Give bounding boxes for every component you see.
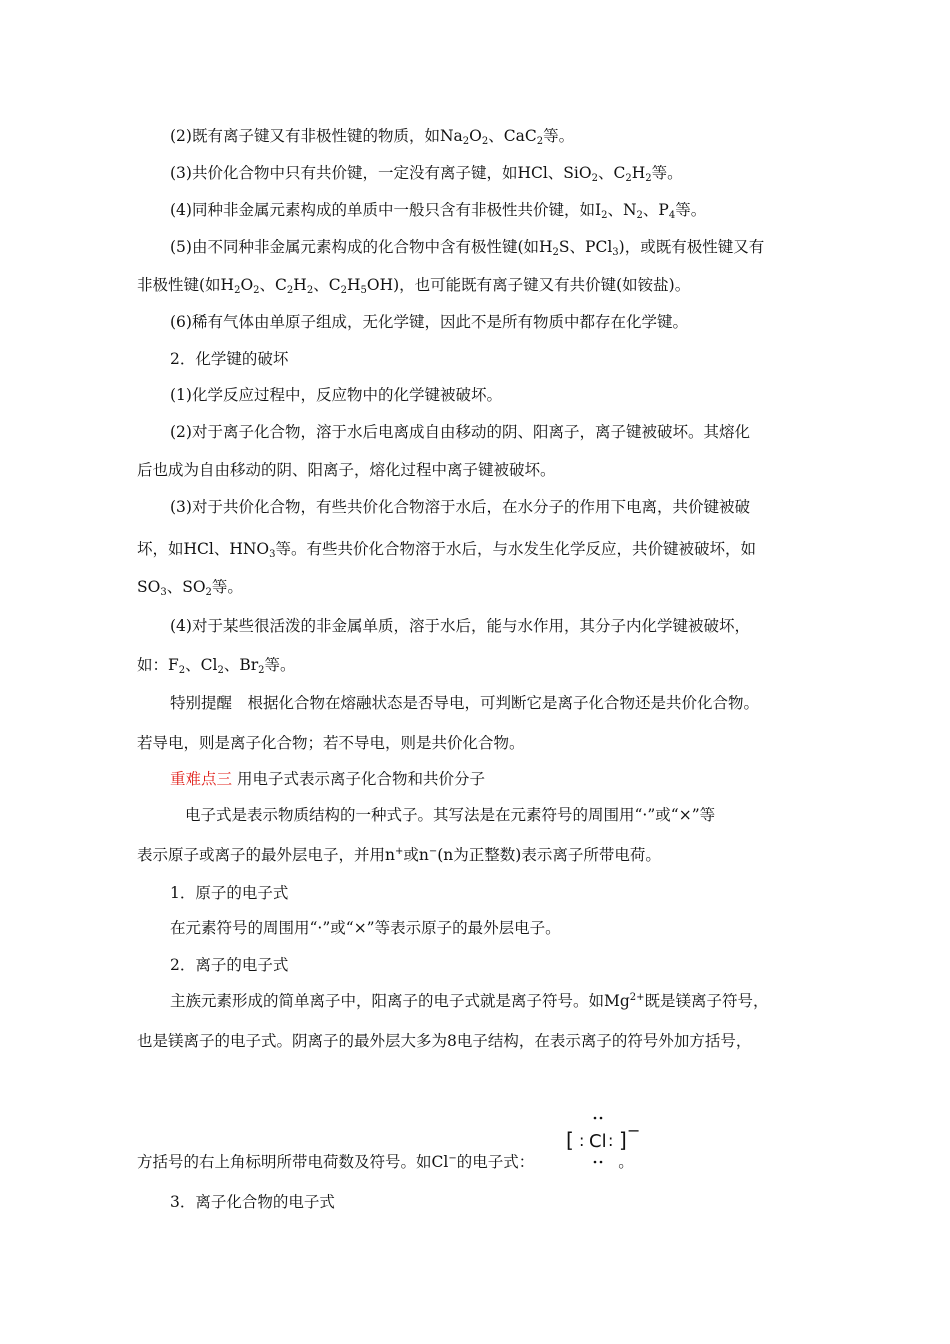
electron-dot (600, 1117, 603, 1120)
paragraph-line: (2)既有离子键又有非极性键的物质，如$Na_2O_2$、CaC$_2$等。 (170, 127, 575, 147)
section-heading: 3．离子化合物的电子式 (170, 1193, 335, 1211)
paragraph-line: (1)化学反应过程中，反应物中的化学键被破坏。 (170, 386, 502, 404)
paragraph-line: 在元素符号的周围用“·”或“×”等表示原子的最外层电子。 (170, 919, 561, 937)
bracket-open: [ (566, 1128, 574, 1152)
paragraph-line: 坏，如HCl、$HNO_3$等。有些共价化合物溶于水后，与水发生化学反应，共价键被破坏，如 (137, 540, 757, 560)
section-heading: 1．原子的电子式 (170, 884, 289, 902)
paragraph-line: 表示原子或离子的最外层电子，并用n+或n−(n为正整数)表示离子所带电荷。 (137, 846, 661, 864)
bracket-close: ] (619, 1128, 627, 1152)
paragraph-line: 非极性键(如$H_2O_2$、$C_2H_2$、$C_2H_5OH$)，也可能既有离子键又有共价键(如铵盐)。 (137, 276, 691, 296)
paragraph-line: $SO_3$、$SO_2$等。 (137, 578, 243, 598)
ion-charge: − (627, 1121, 641, 1140)
section-heading: 2．化学键的破坏 (170, 350, 289, 368)
electron-dot (594, 1117, 597, 1120)
paragraph-line: (3)共价化合物中只有共价键，一定没有离子键，如HCl、SiO$_2$、$C_2H_2$等。 (170, 164, 683, 184)
tip-paragraph: 特别提醒 根据化合物在熔融状态是否导电，可判断它是离子化合物还是共价化合物。 (170, 694, 760, 712)
section-heading: 2．离子的电子式 (170, 956, 289, 974)
paragraph-line: 主族元素形成的简单离子中，阳离子的电子式就是离子符号。如$Mg^{2+}$既是镁离子符号， (170, 992, 769, 1010)
paragraph-line: (3)对于共价化合物，有些共价化合物溶于水后，在水分子的作用下电离，共价键被破 (170, 498, 750, 516)
key-point-heading: 重难点三 用电子式表示离子化合物和共价分子 (170, 770, 485, 788)
paragraph-line: (2)对于离子化合物，溶于水后电离成自由移动的阴、阳离子，离子键被破坏。其熔化 (170, 423, 750, 441)
paragraph-line: (4)对于某些很活泼的非金属单质，溶于水后，能与水作用，其分子内化学键被破坏， (170, 617, 750, 635)
paragraph-line: 方括号的右上角标明所带电荷数及符号。如Cl−的电子式： 。 (137, 1153, 634, 1171)
paragraph-line: 也是镁离子的电子式。阴离子的最外层大多为8电子结构，在表示离子的符号外加方括号， (137, 1032, 752, 1050)
chloride-electron-formula (563, 1112, 643, 1170)
paragraph-line: (5)由不同种非金属元素构成的化合物中含有极性键(如$H_2S$、PCl$_3$)，或既有极性键又有 (170, 238, 765, 258)
paragraph-line: 如：$F_2$、$Cl_2$、$Br_2$等。 (137, 656, 296, 676)
paragraph-line: (4)同种非金属元素构成的单质中一般只含有非极性共价键，如$I_2$、$N_2$、$P_4$等。 (170, 201, 707, 221)
electron-pair-right: : (608, 1131, 614, 1150)
electron-dot (600, 1161, 603, 1164)
paragraph-line: 电子式是表示物质结构的一种式子。其写法是在元素符号的周围用“·”或“×”等 (185, 806, 716, 824)
paragraph-line: 若导电，则是离子化合物；若不导电，则是共价化合物。 (137, 734, 525, 752)
key-point-label: 重难点三 (170, 770, 233, 788)
paragraph-line: (6)稀有气体由单原子组成，无化学键，因此不是所有物质中都存在化学键。 (170, 313, 688, 331)
paragraph-line: 后也成为自由移动的阴、阳离子，熔化过程中离子键被破坏。 (137, 461, 556, 479)
element-symbol: Cl (589, 1131, 607, 1152)
electron-dot (594, 1161, 597, 1164)
electron-pair-left: : (579, 1131, 585, 1150)
